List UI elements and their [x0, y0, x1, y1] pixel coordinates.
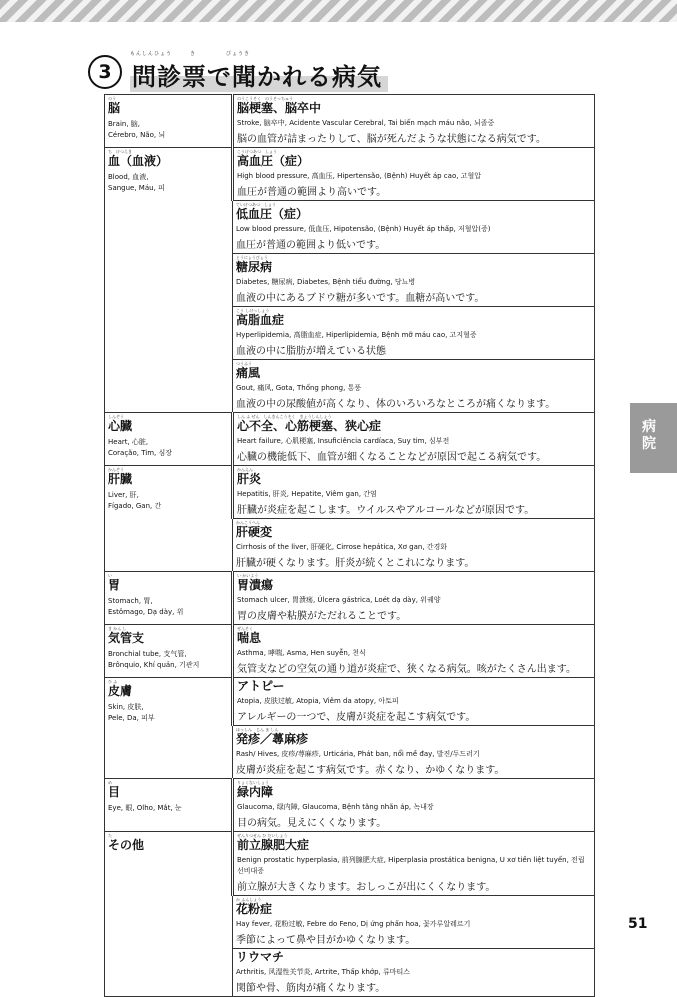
category-translation: Stomach, 胃, Estômago, Dạ dày, 위 — [108, 597, 184, 616]
disease-name: 高脂血症 — [236, 313, 285, 327]
category-cell — [105, 148, 233, 413]
disease-description: 血圧が普通の範囲より高いです。 — [237, 187, 387, 198]
category-cell — [105, 779, 233, 832]
disease-translation: Hay fever, 花粉过敏, Febre do Feno, Dị ứng phấn hoa, 꽃가루알레르기 — [236, 920, 471, 928]
category-name: 肝臓 — [108, 472, 133, 486]
disease-cell — [233, 519, 595, 572]
disease-cell — [233, 726, 595, 779]
table-row — [105, 832, 595, 896]
disease-cell — [233, 779, 595, 832]
category-translation: Brain, 脑, Cérebro, Não, 뇌 — [108, 120, 166, 139]
disease-translation: Asthma, 哮喘, Asma, Hen suyễn, 천식 — [237, 649, 366, 657]
category-translation: Liver, 肝, Fígado, Gan, 간 — [108, 491, 162, 510]
section-number: 3 — [88, 55, 122, 89]
disease-table — [104, 94, 595, 997]
category-ruby: た — [108, 833, 112, 838]
disease-cell — [233, 95, 595, 148]
disease-name: 発疹／蕁麻疹 — [236, 732, 309, 746]
disease-description: 脳の血管が詰まったりして、脳が死んだような状態になる病気です。 — [237, 134, 546, 145]
disease-translation: Atopia, 皮肤过敏, Atopia, Viêm da atopy, 아토피 — [237, 697, 399, 705]
disease-name: 痛風 — [236, 366, 261, 380]
category-cell — [105, 572, 233, 625]
disease-translation: Heart failure, 心肌梗塞, Insuficiência cardíaca, Suy tim, 심부전 — [237, 437, 450, 445]
disease-name: 高血圧（症） — [237, 154, 310, 168]
disease-description: 皮膚が炎症を起こす病気です。赤くなり、かゆくなります。 — [236, 765, 505, 776]
category-translation: Eye, 眼, Olho, Mắt, 눈 — [108, 804, 182, 812]
disease-cell — [233, 148, 595, 201]
disease-name: 胃潰瘍 — [237, 578, 274, 592]
category-ruby: め — [108, 780, 112, 785]
side-tab-hospital[interactable] — [630, 403, 677, 473]
disease-ruby: こうけつあつ しょう — [237, 149, 277, 154]
disease-translation: Cirrhosis of the liver, 肝硬化, Cirrose hepática, Xơ gan, 간경화 — [236, 543, 448, 551]
disease-name: 喘息 — [237, 631, 262, 645]
section-title-wrap — [130, 52, 388, 92]
disease-translation: Glaucoma, 绿内障, Glaucoma, Bệnh tăng nhãn áp, 녹내장 — [237, 803, 434, 811]
disease-cell — [233, 307, 595, 360]
disease-translation: Stroke, 脑卒中, Acidente Vascular Cerebral, Tai biến mạch máu não, 뇌졸중 — [237, 119, 495, 127]
disease-description: アレルギーの一つで、皮膚が炎症を起こす病気です。 — [237, 712, 476, 723]
disease-description: 季節によって鼻や目がかゆくなります。 — [236, 935, 416, 946]
disease-description: 肝臓が炎症を起こします。ウイルスやアルコールなどが原因です。 — [237, 505, 535, 516]
disease-cell — [233, 254, 595, 307]
disease-description: 血圧が普通の範囲より低いです。 — [236, 240, 386, 251]
disease-translation: High blood pressure, 高血压, Hipertensão, (Bệnh) Huyết áp cao, 고혈압 — [237, 172, 481, 180]
category-ruby: い — [108, 573, 112, 578]
category-ruby: ひ ふ — [108, 679, 118, 684]
disease-translation: Benign prostatic hyperplasia, 前列腺肥大症, Hiperplasia prostática benigna, U xơ tiền liệt tuyến, 전립선비대증 — [237, 856, 585, 875]
category-ruby: しんぞう — [108, 414, 124, 419]
table-row — [105, 413, 595, 466]
disease-cell — [233, 832, 595, 896]
category-cell — [105, 678, 233, 779]
disease-cell — [233, 466, 595, 519]
table-row — [105, 779, 595, 832]
disease-name: リウマチ — [236, 950, 285, 964]
disease-cell — [233, 678, 595, 726]
disease-ruby: しん ふ ぜん しんきんこうそく きょうしんしょう — [237, 414, 332, 419]
category-name: 脳 — [108, 101, 121, 115]
disease-description: 気管支などの空気の通り道が炎症で、狭くなる病気。咳がたくさん出ます。 — [237, 664, 576, 675]
disease-name: 脳梗塞、脳卒中 — [237, 101, 322, 115]
disease-name: 肝炎 — [237, 472, 262, 486]
disease-name: 肝硬変 — [236, 525, 273, 539]
disease-name: 心不全、心筋梗塞、狭心症 — [237, 419, 382, 433]
disease-translation: Hyperlipidemia, 高脂血症, Hiperlipidemia, Bệnh mỡ máu cao, 고지혈증 — [236, 331, 477, 339]
category-name: 皮膚 — [108, 684, 133, 698]
disease-translation: Diabetes, 糖尿病, Diabetes, Bệnh tiểu đường, 당뇨병 — [236, 278, 416, 286]
category-translation: Blood, 血液, Sangue, Máu, 피 — [108, 173, 165, 192]
category-name: 気管支 — [108, 631, 145, 645]
disease-cell — [233, 896, 595, 949]
disease-cell — [233, 572, 595, 625]
table-row — [105, 95, 595, 148]
disease-name: 花粉症 — [236, 902, 273, 916]
disease-description: 前立腺が大きくなります。おしっこが出にくくなります。 — [237, 882, 496, 893]
disease-cell — [233, 201, 595, 254]
table-row — [105, 625, 595, 678]
disease-description: 血液の中にあるブドウ糖が多いです。血糖が高いです。 — [236, 293, 485, 304]
disease-ruby: のうこうそく のうそっちゅう — [237, 96, 293, 101]
section-title-ruby: もんしんひょう き びょうき — [130, 51, 251, 57]
category-name: その他 — [108, 838, 145, 852]
top-stripe — [0, 0, 677, 22]
disease-description: 血液の中に脂肪が増えている状態 — [236, 346, 386, 357]
disease-description: 肝臓が硬くなります。肝炎が続くとこれになります。 — [236, 558, 475, 569]
disease-name: 糖尿病 — [236, 260, 273, 274]
disease-translation: Hepatitis, 肝炎, Hepatite, Viêm gan, 간염 — [237, 490, 377, 498]
disease-cell — [233, 625, 595, 678]
category-ruby: のう — [108, 96, 116, 101]
disease-ruby: ほっしん じん ま しん — [236, 727, 279, 732]
disease-name: アトピー — [237, 679, 285, 693]
table-row — [105, 148, 595, 201]
category-name: 胃 — [108, 578, 121, 592]
section-title: 問診票で聞かれる病気 — [130, 57, 388, 92]
category-translation: Skin, 皮肤, Pele, Da, 피부 — [108, 703, 155, 722]
page-number: 51 — [628, 916, 648, 932]
category-translation: Bronchial tube, 支气管, Brônquio, Khí quản, 기관지 — [108, 650, 200, 669]
category-cell — [105, 466, 233, 572]
category-translation: Heart, 心脏, Coração, Tim, 심장 — [108, 438, 173, 457]
category-name: 血（血液） — [108, 154, 169, 168]
category-cell — [105, 413, 233, 466]
disease-ruby: つうふう — [236, 361, 252, 366]
disease-ruby: かんこうへん — [236, 520, 260, 525]
disease-translation: Gout, 痛风, Gota, Thống phong, 통풍 — [236, 384, 362, 392]
disease-name: 前立腺肥大症 — [237, 838, 310, 852]
disease-name: 緑内障 — [237, 785, 274, 799]
disease-cell — [233, 949, 595, 997]
disease-name: 低血圧（症） — [236, 207, 309, 221]
table-row — [105, 678, 595, 726]
disease-ruby: ぜんりつせん ひ だいしょう — [237, 833, 288, 838]
disease-ruby: ぜんそく — [237, 626, 253, 631]
category-ruby: き かん し — [108, 626, 127, 631]
disease-ruby: か ふんしょう — [236, 897, 262, 902]
table-row — [105, 466, 595, 519]
disease-description: 血液の中の尿酸値が高くなり、体のいろいろなところが痛くなります。 — [236, 399, 556, 410]
category-name: 心臓 — [108, 419, 133, 433]
disease-ruby: りょくないしょう — [237, 780, 269, 785]
disease-description: 胃の皮膚や粘膜がただれることです。 — [237, 611, 407, 622]
category-cell — [105, 625, 233, 678]
disease-ruby: い かいよう — [237, 573, 259, 578]
disease-ruby: こう しけっしょう — [236, 308, 270, 313]
disease-translation: Stomach ulcer, 胃溃疡, Úlcera gástrica, Loét dạ dày, 위궤양 — [237, 596, 441, 604]
category-ruby: ち けつえき — [108, 149, 132, 154]
category-ruby: かんぞう — [108, 467, 124, 472]
category-name: 目 — [108, 785, 121, 799]
disease-translation: Low blood pressure, 低血压, Hipotensão, (Bệnh) Huyết áp thấp, 저혈압(증) — [236, 225, 491, 233]
category-cell — [105, 832, 233, 997]
side-tab-label: 病院 — [642, 419, 656, 452]
disease-translation: Rash/ Hives, 皮疹/荨麻疹, Urticária, Phát ban, nổi mề đay, 발진/두드러기 — [236, 750, 480, 758]
category-cell — [105, 95, 233, 148]
disease-translation: Arthritis, 风湿性关节炎, Artrite, Thấp khớp, 류마티스 — [236, 968, 411, 976]
disease-cell — [233, 413, 595, 466]
section-header — [88, 50, 388, 94]
table-row — [105, 572, 595, 625]
disease-description: 関節や骨、筋肉が痛くなります。 — [236, 983, 386, 994]
disease-ruby: とうにょうびょう — [236, 255, 268, 260]
disease-ruby: かんえん — [237, 467, 253, 472]
disease-description: 目の病気。見えにくくなります。 — [237, 818, 387, 829]
disease-description: 心臓の機能低下、血管が細くなることなどが原因で起こる病気です。 — [237, 452, 547, 463]
disease-cell — [233, 360, 595, 413]
disease-ruby: ていけつあつ しょう — [236, 202, 276, 207]
